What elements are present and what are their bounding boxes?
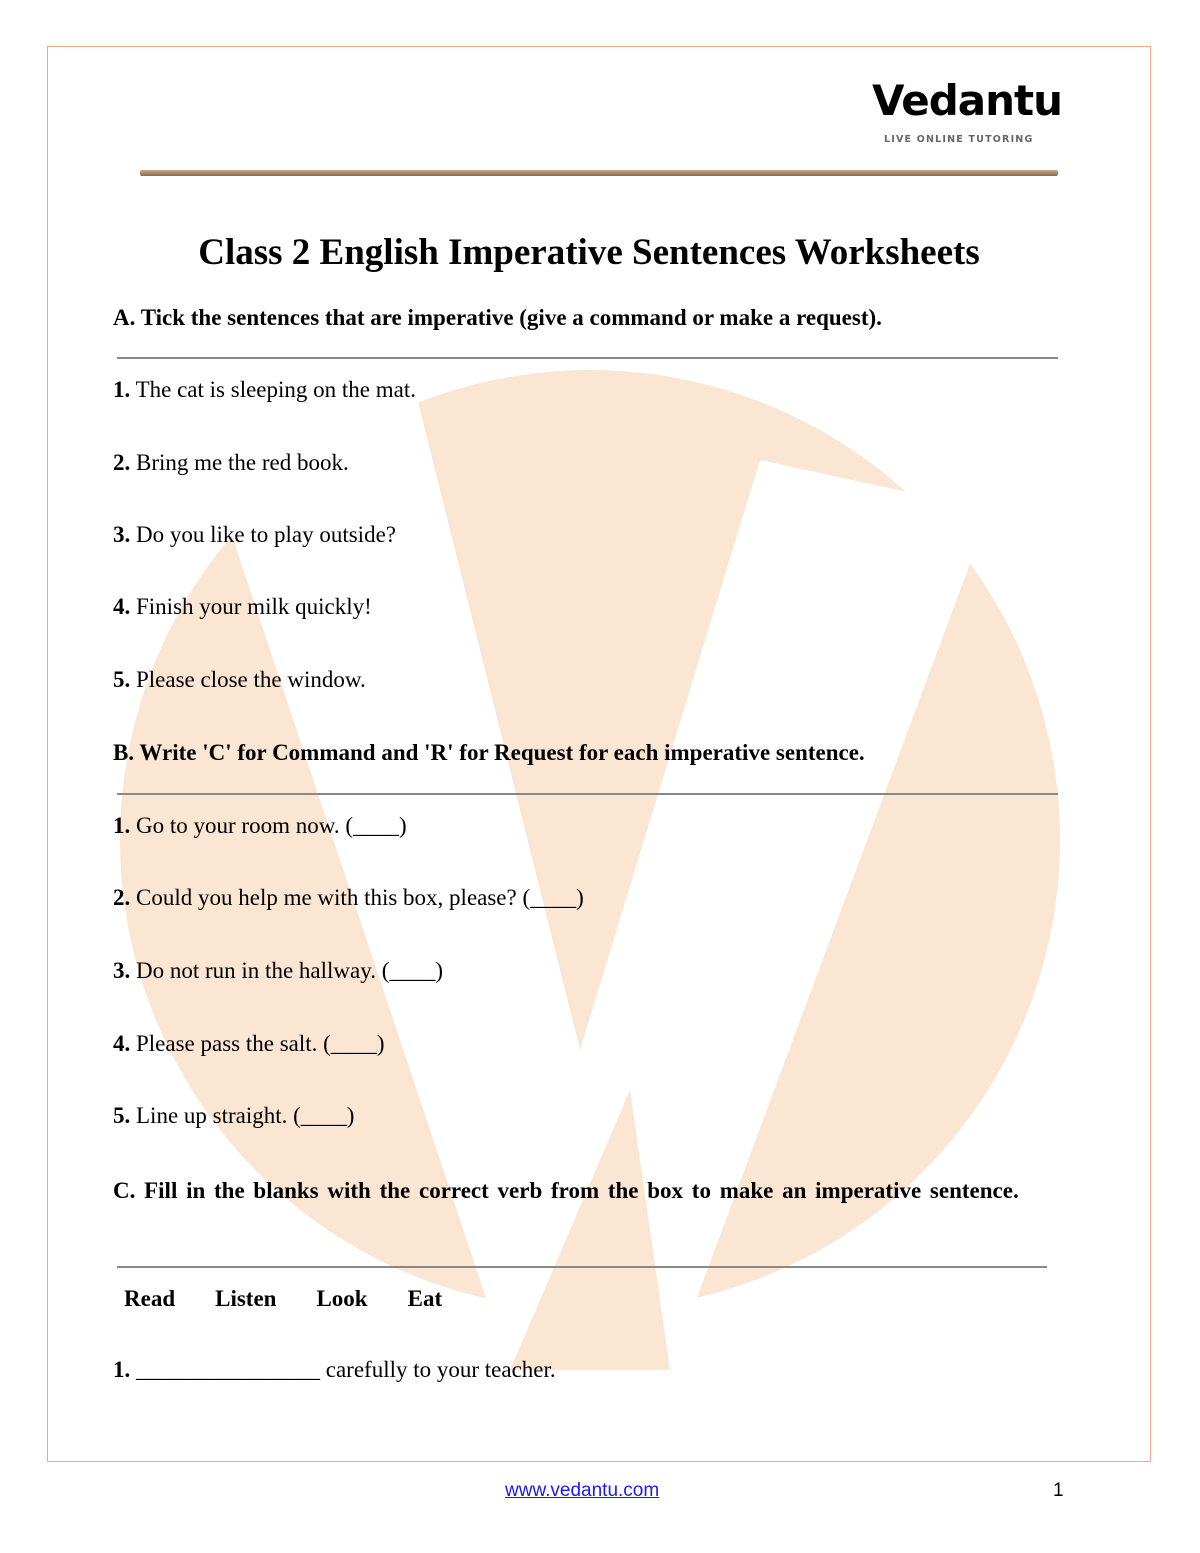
section-a-item [113, 377, 416, 403]
page-title: Class 2 English Imperative Sentences Worksheets [198, 232, 980, 273]
item-text: Do not run in the hallway. (____) [130, 958, 444, 983]
item-text: Bring me the red book. [130, 450, 349, 475]
section-c-divider [117, 1266, 1047, 1268]
item-text: ________________ carefully to your teacher. [130, 1357, 556, 1382]
section-b-item [113, 885, 584, 911]
item-text: Go to your room now. (____) [130, 813, 407, 838]
section-b-heading: B. Write 'C' for Command and 'R' for Request for each imperative sentence. [113, 740, 865, 765]
section-a-item [113, 667, 366, 693]
word-bank-item: Look [316, 1286, 368, 1311]
item-number: 1. [113, 813, 131, 838]
item-text: Please close the window. [130, 667, 366, 692]
section-a-divider [117, 357, 1058, 359]
item-number: 3. [113, 958, 131, 983]
item-text: Could you help me with this box, please? (____) [130, 885, 584, 910]
item-number: 4. [113, 1031, 131, 1056]
word-bank-item: Eat [407, 1286, 443, 1311]
item-number: 1. [113, 377, 131, 402]
section-b-divider [117, 793, 1058, 795]
item-number: 5. [113, 667, 131, 692]
section-b-item [113, 1103, 354, 1129]
item-number: 5. [113, 1103, 131, 1128]
logo-tagline: LIVE ONLINE TUTORING [884, 134, 1034, 145]
section-a-item [113, 522, 396, 548]
section-a-item [113, 450, 349, 476]
section-b-item [113, 1031, 384, 1057]
section-a-heading: A. Tick the sentences that are imperative (give a command or make a request). [113, 305, 882, 330]
section-b-item [113, 813, 407, 839]
vedantu-watermark-logo [110, 370, 1070, 1370]
item-text: Please pass the salt. (____) [130, 1031, 385, 1056]
section-c-item [113, 1357, 556, 1383]
item-text: Finish your milk quickly! [130, 594, 372, 619]
section-a-item [113, 594, 372, 620]
item-number: 2. [113, 450, 131, 475]
item-number: 1. [113, 1357, 131, 1382]
item-number: 4. [113, 594, 131, 619]
section-b-item [113, 958, 443, 984]
vedantu-logo [872, 76, 1062, 150]
item-text: Line up straight. (____) [130, 1103, 355, 1128]
footer-website-link[interactable]: www.vedantu.com [505, 1480, 660, 1501]
item-number: 2. [113, 885, 131, 910]
word-bank-item: Read [124, 1286, 176, 1311]
page-number: 1 [1053, 1480, 1064, 1501]
header-divider [140, 170, 1058, 176]
item-number: 3. [113, 522, 131, 547]
item-text: The cat is sleeping on the mat. [130, 377, 416, 402]
word-bank [124, 1286, 482, 1312]
section-c-heading: C. Fill in the blanks with the correct verb from the box to make an imperative sentence. [113, 1178, 1019, 1203]
item-text: Do you like to play outside? [130, 522, 396, 547]
word-bank-item: Listen [215, 1286, 277, 1311]
logo-wordmark: Vedantu [872, 76, 1062, 125]
